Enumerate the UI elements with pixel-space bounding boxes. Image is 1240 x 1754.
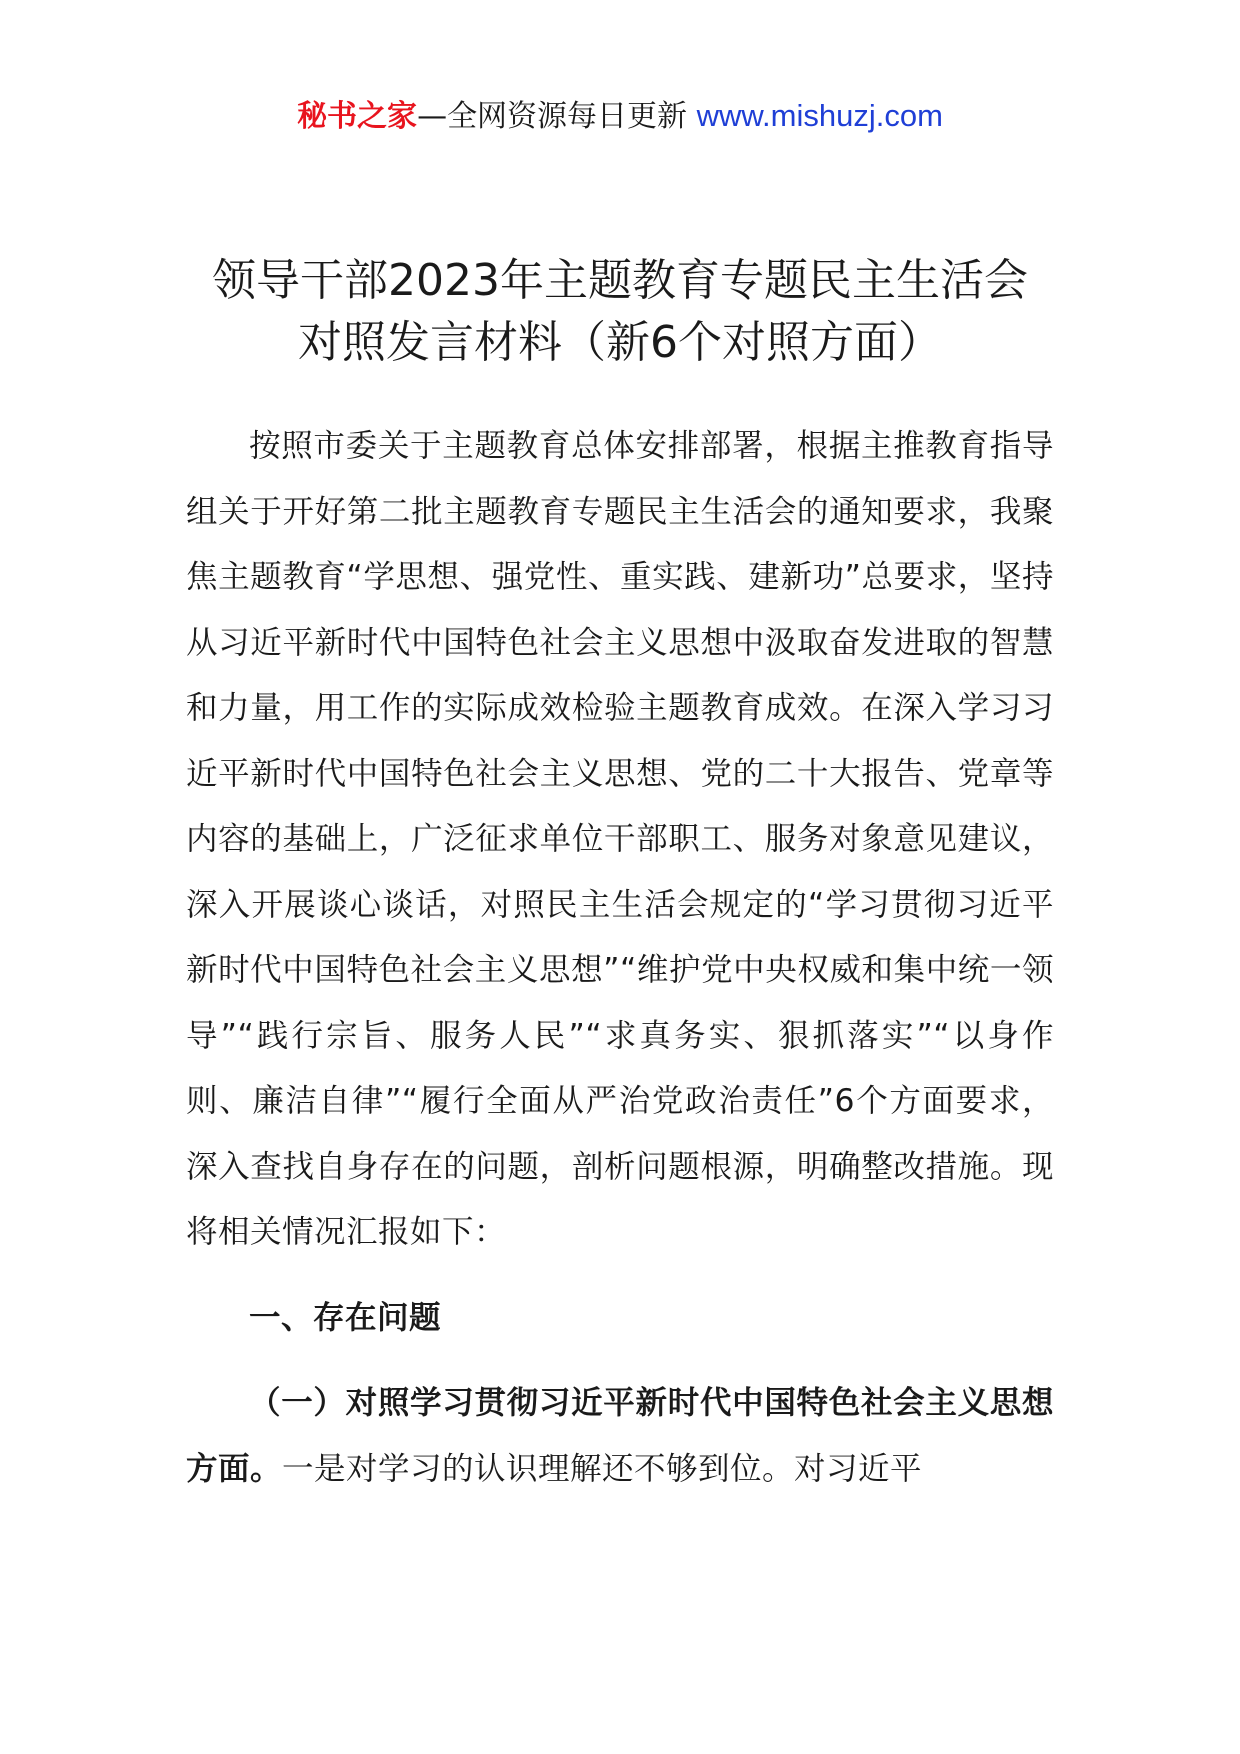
- subsection-text: 一是对学习的认识理解还不够到位。对习近平: [282, 1450, 923, 1487]
- document-body: [186, 414, 1054, 1502]
- site-tagline: —全网资源每日更新: [417, 99, 697, 134]
- intro-paragraph: 按照市委关于主题教育总体安排部署，根据主推教育指导组关于开好第二批主题教育专题民主生活会的通知要求，我聚焦主题教育“学思想、强党性、重实践、建新功”总要求，坚持从习近平新时代中国特色社会主义思想中汲取奋发进取的智慧和力量，用工作的实际成效检验主题教育成效。在深入学习习近平新时代中国特色社会主义思想、党的二十大报告、党章等内容的基础上，广泛征求单位干部职工、服务对象意见建议，深入开展谈心谈话，对照民主生活会规定的“学习贯彻习近平新时代中国特色社会主义思想”“维护党中央权威和集中统一领导”“践行宗旨、服务人民”“求真务实、狠抓落实”“以身作则、廉洁自律”“履行全面从严治党政治责任”6个方面要求，深入查找自身存在的问题，剖析问题根源，明确整改措施。现将相关情况汇报如下：: [186, 428, 1054, 1250]
- document-title-line-1: 领导干部2023年主题教育专题民主生活会: [212, 255, 1028, 306]
- subsection-title: （一）对照学习贯彻习近平新时代中国特色社会主义思想方面。: [186, 1385, 1054, 1487]
- subsection-paragraph: [186, 1371, 1054, 1502]
- document-title: [0, 250, 1240, 374]
- site-brand: 秘书之家: [297, 99, 418, 134]
- section-heading: 一、存在问题: [249, 1299, 442, 1336]
- site-url-link[interactable]: www.mishuzj.com: [696, 98, 943, 133]
- site-header: [0, 96, 1240, 137]
- document-title-line-2: 对照发言材料（新6个对照方面）: [298, 317, 942, 368]
